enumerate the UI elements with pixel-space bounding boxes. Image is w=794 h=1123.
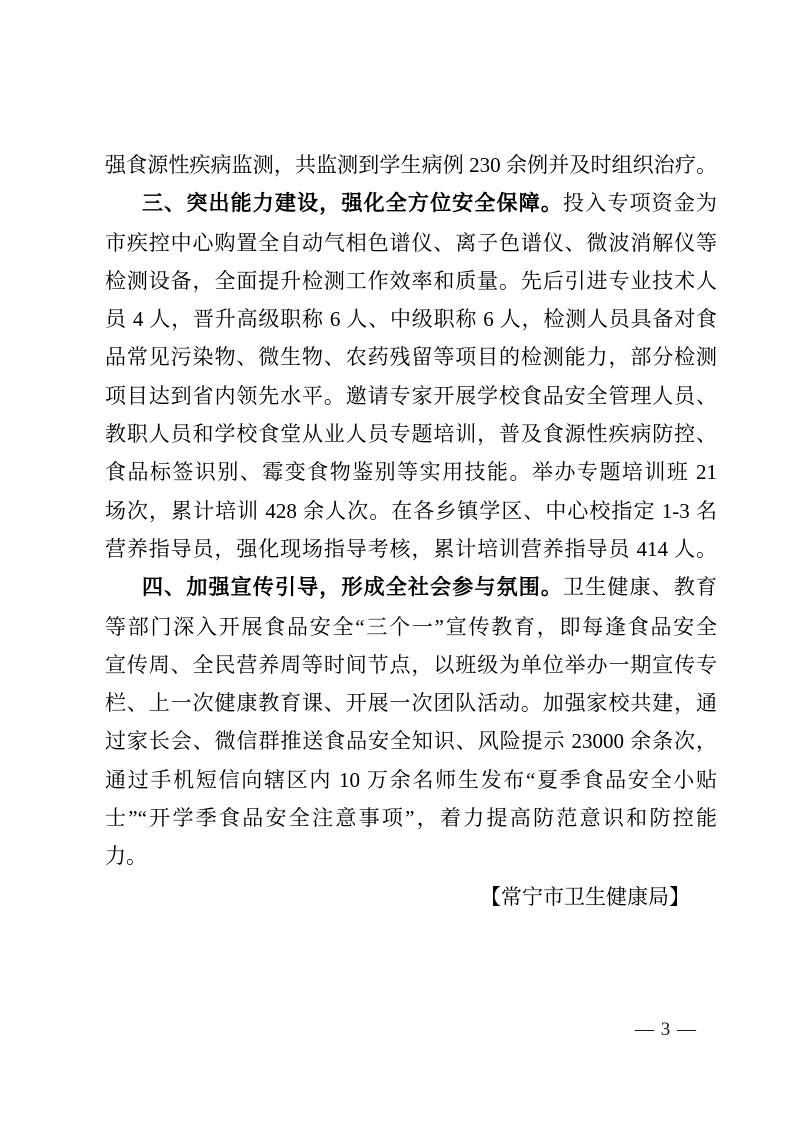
text-segment: 投入专项资金为 bbox=[563, 191, 718, 216]
text-segment: 场次，累计培训 428 余人次。在各乡镇学区、中心校指定 1-3 名 bbox=[105, 498, 717, 523]
text-segment: 卫生健康、教育 bbox=[563, 575, 718, 600]
text-line bbox=[105, 530, 717, 568]
text-segment: 员 4 人，晋升高级职称 6 人、中级职称 6 人，检测人员具备对食 bbox=[105, 307, 717, 332]
text-segment: 强食源性疾病监测，共监测到学生病例 230 余例并及时组织治疗。 bbox=[105, 153, 717, 177]
text-line bbox=[105, 262, 717, 300]
text-segment: 栏、上一次健康教育课、开展一次团队活动。加强家校共建，通 bbox=[105, 691, 717, 716]
text-segment: 过家长会、微信群推送食品安全知识、风险提示 23000 余条次， bbox=[105, 729, 717, 754]
text-line bbox=[105, 146, 717, 184]
text-line bbox=[105, 761, 717, 799]
text-line bbox=[105, 568, 717, 607]
text-segment: 教职人员和学校食堂从业人员专题培训，普及食源性疾病防控、 bbox=[105, 422, 717, 447]
text-line bbox=[105, 722, 717, 760]
text-line bbox=[105, 799, 717, 837]
text-segment: 力。 bbox=[105, 844, 147, 869]
text-segment: 通过手机短信向辖区内 10 万余名师生发布“夏季食品安全小贴 bbox=[105, 767, 717, 792]
heading-segment: 三、突出能力建设，强化全方位安全保障。 bbox=[142, 192, 564, 216]
text-line bbox=[105, 492, 717, 530]
text-segment: 营养指导员，强化现场指导考核，累计培训营养指导员 414 人。 bbox=[105, 536, 717, 561]
text-segment: 市疾控中心购置全自动气相色谱仪、离子色谱仪、微波消解仪等 bbox=[105, 230, 717, 255]
heading-segment: 四、加强宣传引导，形成全社会参与氛围。 bbox=[142, 576, 564, 600]
text-segment: 等部门深入开展食品安全“三个一”宣传教育，即每逢食品安全 bbox=[105, 614, 717, 639]
text-line bbox=[105, 453, 717, 491]
text-line bbox=[105, 837, 717, 875]
text-line bbox=[105, 224, 717, 262]
text-line bbox=[105, 338, 717, 376]
text-segment: 食品标签识别、霉变食物鉴别等实用技能。举办专题培训班 21 bbox=[105, 460, 717, 485]
signature: 【常宁市卫生健康局】 bbox=[480, 885, 690, 909]
text-segment: 检测设备，全面提升检测工作效率和质量。先后引进专业技术人 bbox=[105, 268, 717, 293]
text-line bbox=[105, 377, 717, 415]
text-line bbox=[105, 608, 717, 646]
page-number: — 3 — bbox=[635, 1019, 697, 1040]
text-line bbox=[105, 415, 717, 453]
text-segment: 士”“开学季食品安全注意事项”，着力提高防范意识和防控能 bbox=[105, 806, 717, 831]
document-body bbox=[105, 146, 717, 876]
text-line bbox=[105, 184, 717, 223]
text-line bbox=[105, 684, 717, 722]
text-segment: 宣传周、全民营养周等时间节点，以班级为单位举办一期宣传专 bbox=[105, 652, 717, 677]
text-line bbox=[105, 300, 717, 338]
text-segment: 品常见污染物、微生物、农药残留等项目的检测能力，部分检测 bbox=[105, 345, 717, 370]
text-segment: 项目达到省内领先水平。邀请专家开展学校食品安全管理人员、 bbox=[105, 383, 717, 408]
text-line bbox=[105, 646, 717, 684]
